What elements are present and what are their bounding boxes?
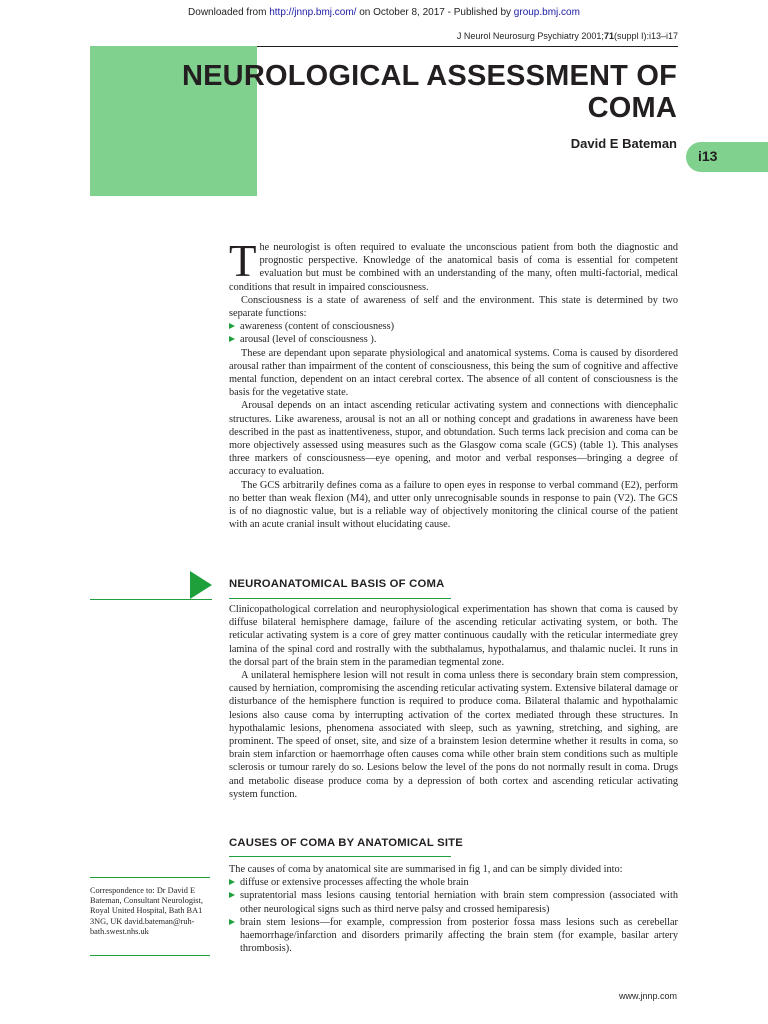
download-prefix: Downloaded from: [188, 7, 270, 18]
intro-paragraph-1: [229, 236, 678, 294]
section-arrow-icon: [190, 571, 212, 599]
bullet-arrow-icon: [229, 892, 235, 898]
download-middle: on October 8, 2017 - Published by: [356, 7, 514, 18]
causes-section: [229, 863, 678, 955]
intro-paragraph-4: Arousal depends on an intact ascending reticular activating system and connections with diencephalic structures. Like awareness, arousal is not an all or nothing concept and gradations in awareness have been described in the past as inattentiveness, stupor, and obtundation. Such terms lack precision and coma can be more objectively assessed using measures such as the Glasgow coma scale (GCS) (table 1). This analyses three markers of consciousness—eye opening, and motor and verbal responses—bringing a degree of accuracy to evaluation.: [229, 400, 678, 478]
citation-volume: 71: [603, 31, 614, 41]
intro-paragraph-2: Consciousness is a state of awareness of self and the environment. This state is determined by two separate functions:: [229, 294, 678, 320]
bullet-arrow-icon: [229, 879, 235, 885]
drop-cap: T: [229, 236, 257, 286]
section-heading-neuroanatomical: NEUROANATOMICAL BASIS OF COMA: [229, 578, 445, 590]
header-divider: [257, 46, 678, 47]
bullet-arrow-icon: [229, 919, 235, 925]
list-item: [229, 320, 678, 333]
neuroanatomical-section: [229, 603, 678, 801]
list-item: [229, 916, 678, 956]
publisher-link[interactable]: group.bmj.com: [513, 7, 580, 18]
page-number-tab: [686, 142, 768, 172]
intro-section: [229, 236, 678, 531]
journal-citation: [457, 31, 678, 41]
bullet-text: brain stem lesions—for example, compression from posterior fossa mass lesions such as cerebellar haemorrhage/infarction and disorders primarily affecting the brain stem (for example, basilar artery thrombosis).: [240, 916, 678, 955]
download-notice: [0, 7, 768, 18]
section1-paragraph-1: Clinicopathological correlation and neurophysiological experimentation has shown that coma is caused by diffuse bilateral hemisphere damage, failure of the ascending reticular activating system, or both. The reticular activating system is a core of grey matter continuous caudally with the reticular intermediate grey lamina of the spinal cord and rostrally with the subthalamus, hypothalamus, and thalamic nuclei. It runs in the dorsal part of the brain stem in the paramedian tegmental zone.: [229, 604, 678, 668]
correspondence-note: Correspondence to: Dr David E Bateman, Consultant Neurologist, Royal United Hospital, Bath BA1 3NG, UK david.bateman@ruh-bath.swest.nhs.uk: [90, 886, 203, 936]
section-heading-causes: CAUSES OF COMA BY ANATOMICAL SITE: [229, 837, 464, 849]
list-item: [229, 889, 678, 915]
section1-paragraph-2: A unilateral hemisphere lesion will not result in coma unless there is secondary brain stem compression, caused by herniation, compromising the ascending reticular activating system. Extensive bilateral damage or disturbance of the hemisphere function is required to produce coma. Bilateral thalamic and hypothalamic lesions also cause coma by interrupting activation of the cortex mediated through these structures. In hypothalamic lesions, phenomena associated with sleep, such as yawning, stretching, and sighing, are prominent. The speed of onset, site, and size of a brainstem lesion determine whether it results in coma, so brain stem infarction or haemorrhage often causes coma while other brain stem conditions such as multiple sclerosis or tumour rarely do so. Lesions below the level of the pons do not normally result in coma. Drugs and metabolic disease produce coma by a depression of both cortex and ascending reticular activating system function.: [229, 670, 678, 800]
download-url-link[interactable]: http://jnnp.bmj.com/: [269, 7, 357, 18]
section2-paragraph-1: The causes of coma by anatomical site are summarised in fig 1, and can be simply divided into:: [229, 864, 623, 875]
section-underline: [229, 598, 451, 599]
section-underline: [229, 856, 451, 857]
intro-paragraph-5: The GCS arbitrarily defines coma as a failure to open eyes in response to verbal command (E2), perform no better than weak flexion (M4), and utter only unrecognisable sounds in response to pain (V2). The GCS is of no diagnostic value, but is a reliable way of objectively monitoring the clinical course of the patient with an acute cranial insult without elucidating cause.: [229, 479, 678, 531]
sidebar-rule-top: [90, 877, 210, 878]
list-item: [229, 333, 678, 346]
intro-p1-text: he neurologist is often required to evaluate the unconscious patient from both the diagnostic and prognostic perspective. Knowledge of the anatomical basis of coma is essential for competent evaluation but must be combined with an understanding of the many, often multi-factorial, medical conditions that result in impaired consciousness.: [229, 242, 678, 293]
bullet-arrow-icon: [229, 336, 235, 342]
bullet-text: supratentorial mass lesions causing tentorial herniation with brain stem compression (associated with other neurological signs such as third nerve palsy and crossed hemiparesis): [240, 890, 678, 915]
footer-url: www.jnnp.com: [618, 991, 677, 1001]
intro-paragraph-3: These are dependant upon separate physiological and anatomical systems. Coma is caused by disordered arousal rather than impairment of the content of consciousness, this being the sum of cognitive and affective mental function, dependent on an intact cerebral cortex. The absence of all content of consciousness is the basis for the vegetative state.: [229, 347, 678, 399]
section-rule-left: [90, 599, 212, 600]
citation-pre: J Neurol Neurosurg Psychiatry 2001;: [456, 31, 604, 41]
page-number: i13: [698, 148, 718, 164]
bullet-text: diffuse or extensive processes affecting the whole brain: [240, 877, 469, 889]
list-item: [229, 876, 678, 889]
article-title: NEUROLOGICAL ASSESSMENT OF COMA: [181, 60, 677, 124]
sidebar-rule-bottom: [90, 955, 210, 956]
article-author: David E Bateman: [570, 136, 677, 151]
bullet-text: arousal (level of consciousness ).: [240, 334, 377, 346]
bullet-arrow-icon: [229, 323, 235, 329]
bullet-text: awareness (content of consciousness): [240, 321, 395, 333]
citation-post: (suppl I):i13–i17: [613, 31, 678, 41]
